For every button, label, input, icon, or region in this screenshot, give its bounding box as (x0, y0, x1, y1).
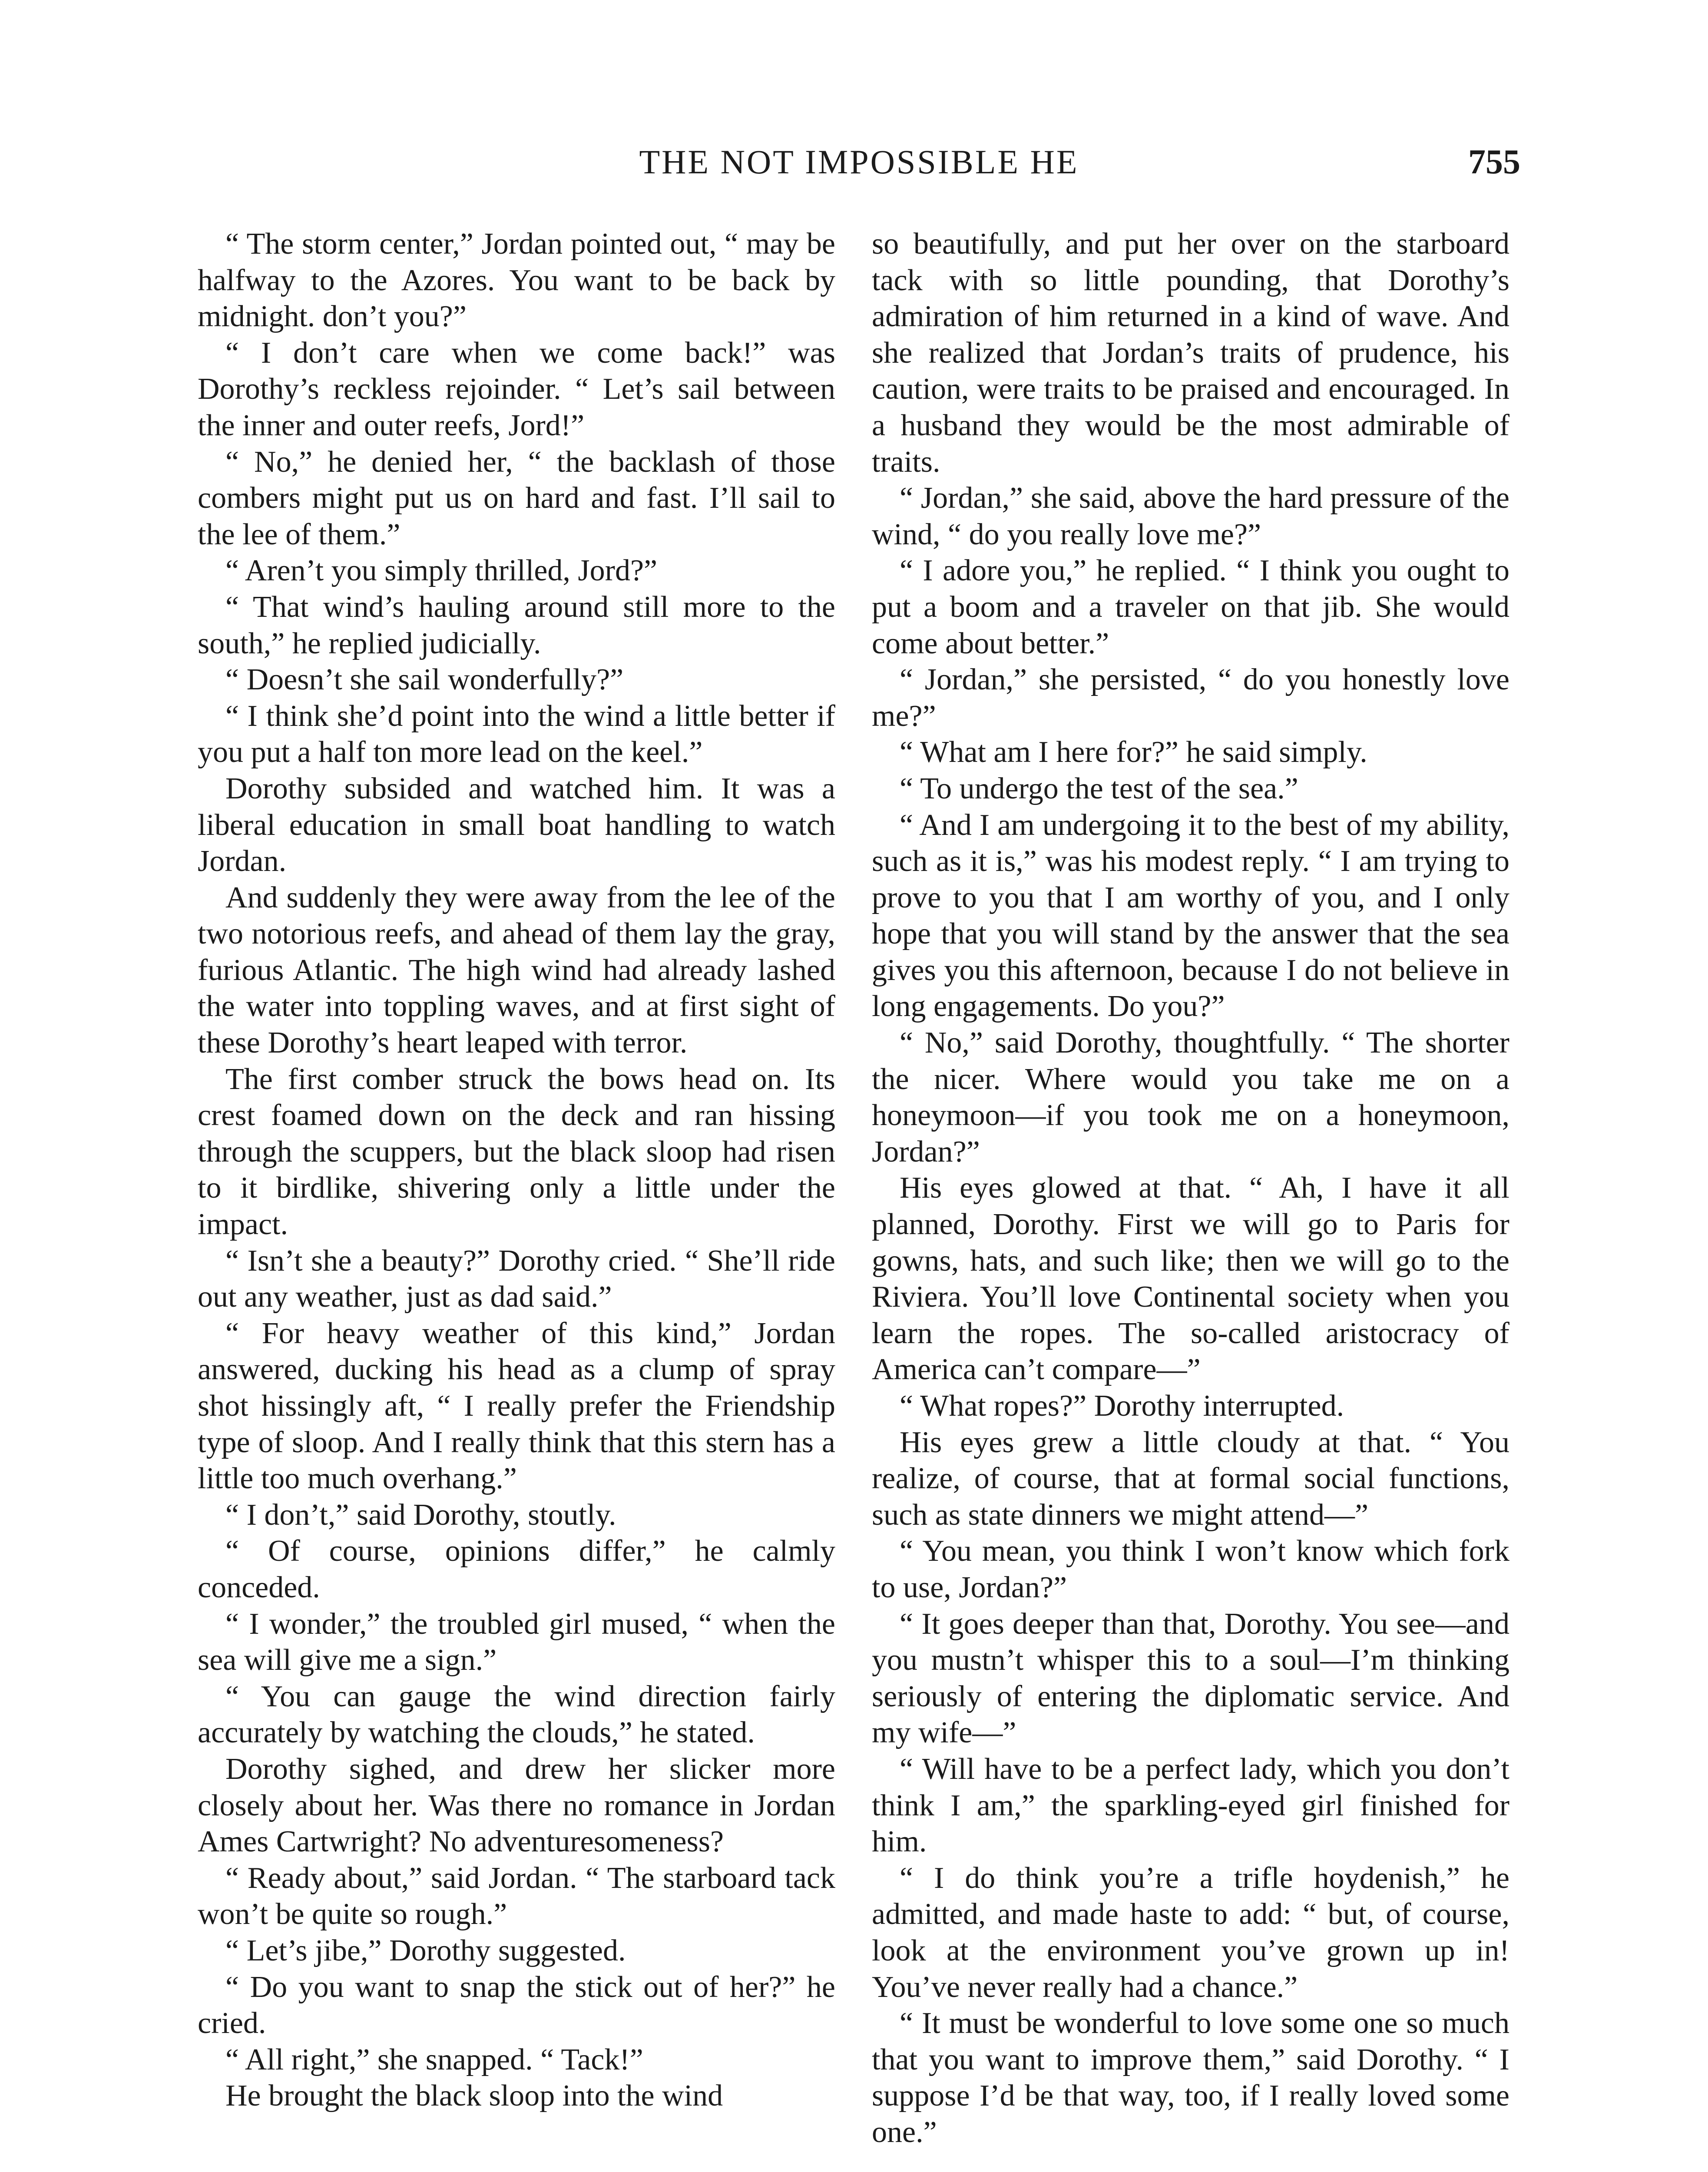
paragraph: “ You can gauge the wind direction fairly accurately by watching the clouds,” he stated. (198, 1679, 835, 1750)
paragraph: “ Jordan,” she persisted, “ do you honestly love me?” (872, 663, 1509, 733)
running-head (198, 138, 1520, 186)
paragraph: “ Let’s jibe,” Dorothy suggested. (225, 1934, 626, 1967)
paragraph: “ Doesn’t she sail wonderfully?” (225, 663, 624, 697)
paragraph: “ It goes deeper than that, Dorothy. You see—and you mustn’t whisper this to a soul—I’m thinking seriously of entering the diplomatic service. And my wife—” (872, 1607, 1509, 1750)
right-column (872, 226, 1509, 2172)
paragraph: “ Do you want to snap the stick out of her?” he cried. (198, 1970, 835, 2040)
paragraph: “ Ready about,” said Jordan. “ The starboard tack won’t be quite so rough.” (198, 1861, 835, 1931)
paragraph: “ No,” he denied her, “ the backlash of those combers might put us on hard and fast. I’ll sail to the lee of them.” (198, 445, 835, 551)
paragraph: The first comber struck the bows head on. Its crest foamed down on the deck and ran hissing through the scuppers, but the black sloop had risen to it birdlike, shivering only a little under the impact. (198, 1062, 835, 1242)
paragraph: “ I adore you,” he replied. “ I think you ought to put a boom and a traveler on that jib. She would come about better.” (872, 554, 1509, 660)
paragraph: “ For heavy weather of this kind,” Jordan answered, ducking his head as a clump of spray shot hissingly aft, “ I really prefer the Friendship type of sloop. And I really think that this stern has a little too much overhang.” (198, 1316, 835, 1496)
paragraph: “ I don’t care when we come back!” was Dorothy’s reckless rejoinder. “ Let’s sail between the inner and outer reefs, Jord!” (198, 336, 835, 442)
paragraph: “ What ropes?” Dorothy interrupted. (900, 1389, 1344, 1423)
paragraph: “ I do think you’re a trifle hoydenish,” he admitted, and made haste to add: “ but, of course, look at the environment you’ve grown up in! You’ve never really had a chance.” (872, 1861, 1509, 2004)
continued-paragraph: so beautifully, and put her over on the starboard tack with so little pounding, that Dorothy’s admiration of him returned in a kind of wave. And she realized that Jordan’s traits of prudence, his caution, were traits to be praised and encouraged. In a husband they would be the most admirable of traits. (872, 227, 1509, 479)
paragraph: Dorothy subsided and watched him. It was a liberal education in small boat handling to watch Jordan. (198, 771, 835, 878)
paragraph: “ All right,” she snapped. “ Tack!” (225, 2043, 643, 2076)
paragraph: His eyes grew a little cloudy at that. “ You realize, of course, that at formal social functions, such as state dinners we might attend—” (872, 1425, 1509, 1532)
paragraph: Dorothy sighed, and drew her slicker more closely about her. Was there no romance in Jordan Ames Cartwright? No adventuresomeness? (198, 1752, 835, 1859)
paragraph: “ Aren’t you simply thrilled, Jord?” (225, 554, 658, 588)
paragraph: And suddenly they were away from the lee of the two notorious reefs, and ahead of them lay the gray, furious Atlantic. The high wind had already lashed the water into toppling waves, and at first sight of these Dorothy’s heart leaped with terror. (198, 881, 835, 1060)
paragraph: “ Isn’t she a beauty?” Dorothy cried. “ She’ll ride out any weather, just as dad said.” (198, 1244, 835, 1314)
paragraph: “ That wind’s hauling around still more to the south,” he replied judicially. (198, 590, 835, 660)
paragraph: “ And I am undergoing it to the best of my ability, such as it is,” was his modest reply. “ I am trying to prove to you that I am worthy of you, and I only hope that you will stand by the answer that the sea gives you this afternoon, because I do not believe in long engagements. Do you?” (872, 808, 1509, 1023)
paragraph: “ It must be wonderful to love some one so much that you want to improve them,” said Dorothy. “ I suppose I’d be that way, too, if I really loved some one.” (872, 2006, 1509, 2149)
paragraph: He brought the black sloop into the wind (225, 2079, 723, 2113)
paragraph: “ No,” said Dorothy, thoughtfully. “ The shorter the nicer. Where would you take me on a honeymoon—if you took me on a honeymoon, Jordan?” (872, 1026, 1509, 1169)
paragraph: “ I wonder,” the troubled girl mused, “ when the sea will give me a sign.” (198, 1607, 835, 1677)
paragraph: “ Jordan,” she said, above the hard pressure of the wind, “ do you really love me?” (872, 481, 1509, 551)
paragraph: “ You mean, you think I won’t know which fork to use, Jordan?” (872, 1534, 1509, 1604)
paragraph: “ Of course, opinions differ,” he calmly conceded. (198, 1534, 835, 1604)
running-title: THE NOT IMPOSSIBLE HE (639, 143, 1079, 181)
paragraph: “ What am I here for?” he said simply. (900, 735, 1367, 769)
paragraph: “ To undergo the test of the sea.” (900, 771, 1298, 805)
paragraph: “ I think she’d point into the wind a little better if you put a half ton more lead on the keel.” (198, 699, 835, 769)
paragraph: “ Will have to be a perfect lady, which you don’t think I am,” the sparkling-eyed girl finished for him. (872, 1752, 1509, 1859)
paragraph: His eyes glowed at that. “ Ah, I have it all planned, Dorothy. First we will go to Paris for gowns, hats, and such like; then we will go to the Riviera. You’ll love Continental society when you learn the ropes. The so-called aristocracy of America can’t compare—” (872, 1171, 1509, 1387)
paragraph: “ I don’t,” said Dorothy, stoutly. (225, 1498, 616, 1532)
page-number: 755 (1468, 143, 1520, 181)
paragraph: “ The storm center,” Jordan pointed out, “ may be halfway to the Azores. You want to be back by midnight. don’t you?” (198, 227, 835, 334)
left-column (198, 226, 835, 2172)
